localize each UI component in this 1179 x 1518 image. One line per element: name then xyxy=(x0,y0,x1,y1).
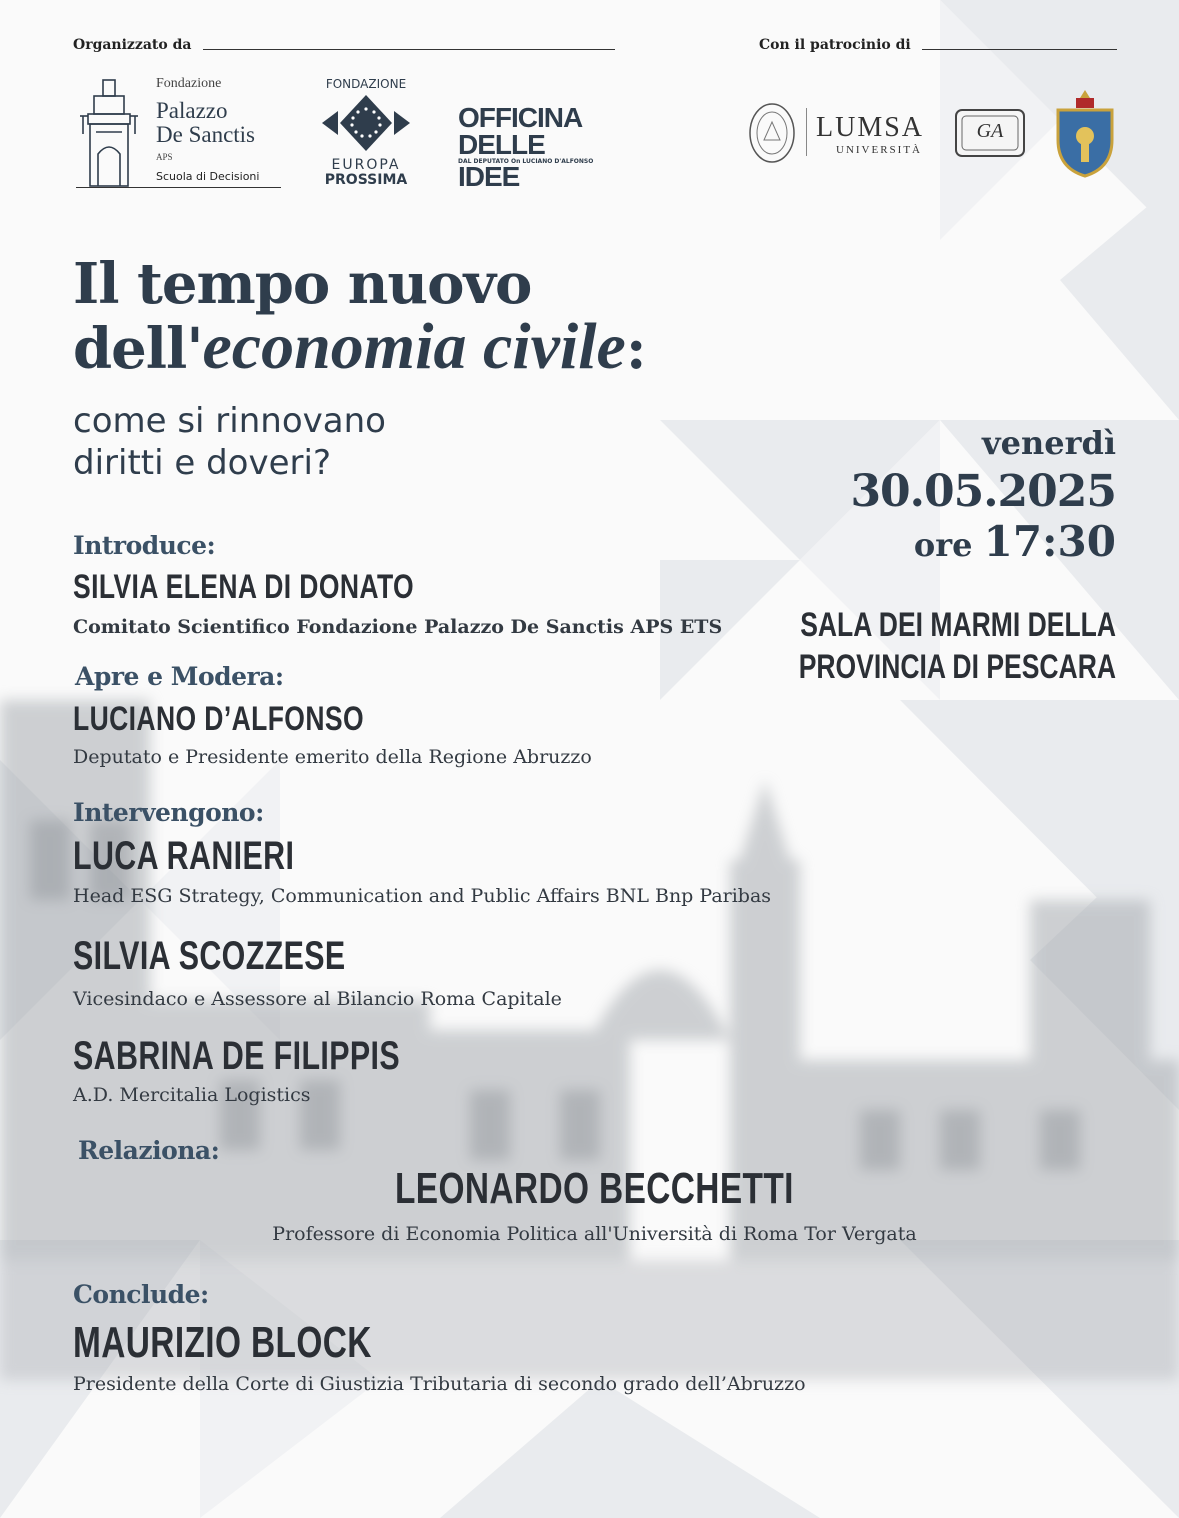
header-divider-right xyxy=(922,49,1117,50)
header-divider-left xyxy=(203,49,615,50)
ga-logo: GA xyxy=(952,106,1028,160)
keynote-label: Relaziona: xyxy=(78,1136,220,1165)
moderator-label: Apre e Modera: xyxy=(75,662,284,691)
speaker-role-3: A.D. Mercitalia Logistics xyxy=(73,1084,311,1106)
tower-icon xyxy=(76,76,142,188)
introduce-role: Comitato Scientifico Fondazione Palazzo De Sanctis APS ETS xyxy=(73,616,723,638)
speaker-role-2: Vicesindaco e Assessore al Bilancio Roma Capitale xyxy=(73,988,562,1010)
keynote-role: Professore di Economia Politica all'Università di Roma Tor Vergata xyxy=(272,1223,917,1245)
palazzo-de-sanctis-logo: Fondazione Palazzo De Sanctis APS Scuola di Decisioni xyxy=(76,76,286,191)
introduce-name: SILVIA ELENA DI DONATO xyxy=(73,568,415,606)
page-title-line2: dell'economia civile: xyxy=(73,310,646,383)
event-time: ore 17:30 xyxy=(913,517,1116,566)
europe-stars-icon xyxy=(318,93,414,159)
europa-prossima-logo: FONDAZIONE EUROPA PROSSIMA xyxy=(318,77,414,189)
event-day: venerdì xyxy=(982,424,1116,462)
speakers-label: Intervengono: xyxy=(73,798,264,827)
closing-role: Presidente della Corte di Giustizia Tributaria di secondo grado dell’Abruzzo xyxy=(73,1373,806,1395)
patronage-label: Con il patrocinio di xyxy=(759,37,911,53)
event-venue: SALA DEI MARMI DELLA PROVINCIA DI PESCARA xyxy=(798,606,1116,686)
lumsa-logo: LUMSA UNIVERSITÀ xyxy=(748,102,928,166)
moderator-role: Deputato e Presidente emerito della Regione Abruzzo xyxy=(73,746,592,768)
introduce-label: Introduce: xyxy=(73,531,216,560)
keynote-name: LEONARDO BECCHETTI xyxy=(395,1164,794,1213)
page-title-line1: Il tempo nuovo xyxy=(73,251,532,317)
closing-label: Conclude: xyxy=(73,1280,209,1309)
organized-by-label: Organizzato da xyxy=(73,37,192,53)
speaker-name-1: LUCA RANIERI xyxy=(73,834,295,878)
officina-delle-idee-logo: OFFICINA DELLE IDEE DAL DEPUTATO On LUCIANO D'ALFONSO xyxy=(458,102,594,192)
speaker-name-3: SABRINA DE FILIPPIS xyxy=(73,1034,401,1078)
event-date-block xyxy=(850,424,1116,566)
subtitle: come si rinnovano diritti e doveri? xyxy=(73,401,386,483)
closing-name: MAURIZIO BLOCK xyxy=(73,1318,372,1367)
lumsa-seal-icon xyxy=(748,102,796,164)
event-date: 30.05.2025 xyxy=(850,466,1116,517)
coat-of-arms-icon xyxy=(1054,88,1116,178)
speaker-role-1: Head ESG Strategy, Communication and Public Affairs BNL Bnp Paribas xyxy=(73,885,772,907)
speaker-name-2: SILVIA SCOZZESE xyxy=(73,934,346,978)
moderator-name: LUCIANO D’ALFONSO xyxy=(73,700,364,738)
